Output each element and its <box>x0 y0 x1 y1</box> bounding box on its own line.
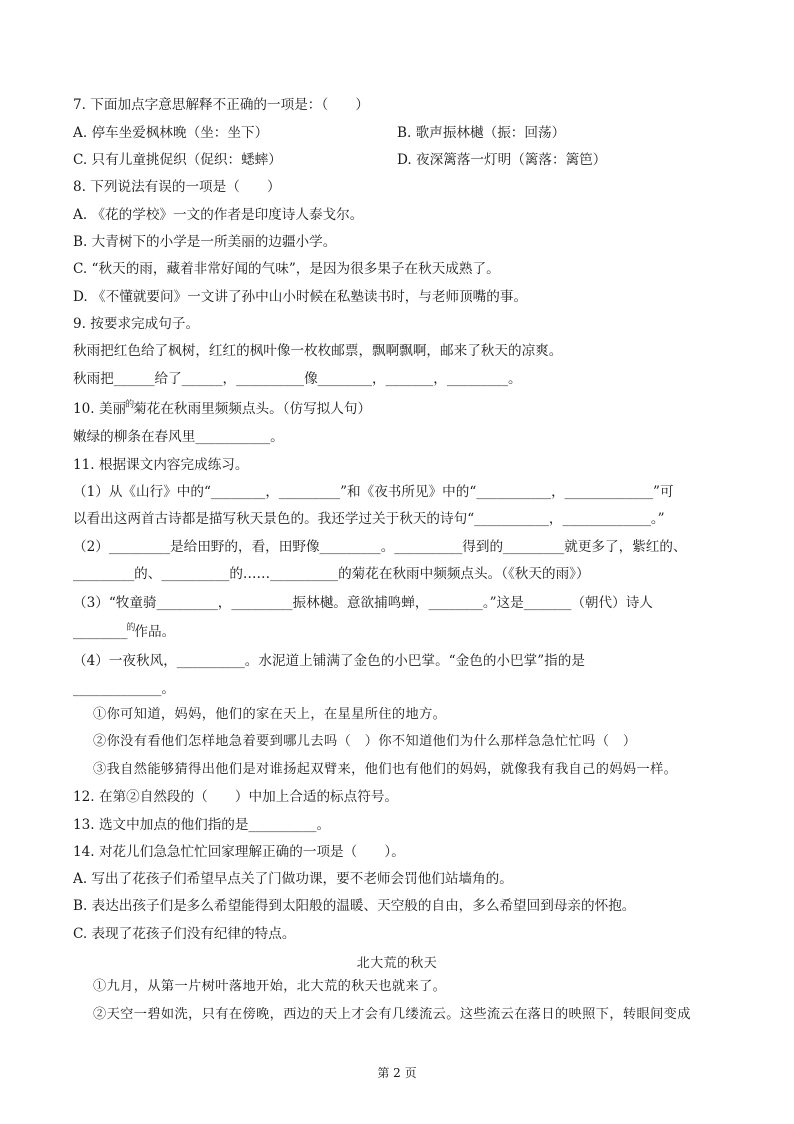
q14-option-a: A. 写出了花孩子们希望早点关了门做功课，要不老师会罚他们站墙角的。 <box>73 871 513 887</box>
q11-part2-line1: （2）_________是给田野的，看，田野像_________。__________得到的_________就更多了，紫红的、 <box>73 539 687 555</box>
q11-part4-line1: （4）一夜秋风，__________。水泥道上铺满了金色的小巴掌。“金色的小巴掌”指的是 <box>73 653 585 669</box>
q9-fill-blank: 秋雨把______给了______，__________像________，_______，_________。 <box>73 371 522 387</box>
q11-part1-line2: 以看出这两首古诗都是描写秋天景色的。我还学过关于秋天的诗句“___________，_____________。” <box>73 511 665 527</box>
q8-stem: 8. 下列说法有误的一项是（ ） <box>73 179 281 195</box>
q10-stem-superscript: 的 <box>125 400 135 410</box>
page-number: 第 2 页 <box>377 1066 417 1080</box>
q10-fill-blank: 嫩绿的柳条在春风里___________。 <box>73 429 284 445</box>
passage2-sentence-2: ②天空一碧如洗，只有在傍晚，西边的天上才会有几缕流云。这些流云在落日的映照下，转眼间变成 <box>93 1007 691 1022</box>
passage1-sentence-1: ①你可知道，妈妈，他们的家在天上，在星星所住的地方。 <box>93 707 447 722</box>
q12-stem: 12. 在第②自然段的（ ）中加上合适的标点符号。 <box>73 789 399 805</box>
q8-option-a: A. 《花的学校》一文的作者是印度诗人泰戈尔。 <box>73 207 364 223</box>
q7-option-a: A. 停车坐爱枫林晚（坐：坐下） <box>73 125 269 141</box>
passage2-title: 北大荒的秋天 <box>356 956 438 971</box>
q7-stem: 7. 下面加点字意思解释不正确的一项是：（ ） <box>73 97 369 113</box>
passage1-sentence-2: ②你没有看他们怎样地急着要到哪儿去吗（ ）你不知道他们为什么那样急急忙忙吗（ ） <box>93 734 637 749</box>
q11-part3-line2 <box>73 623 175 643</box>
q11-part2-line2: _________的、__________的……__________的菊花在秋雨中频频点头。（《秋天的雨》） <box>73 566 590 582</box>
q11-part1-line1: （1）从《山行》中的“________，_________”和《夜书所见》中的“___________，_____________”可 <box>73 484 674 500</box>
passage2-sentence-1: ①九月，从第一片树叶落地开始，北大荒的秋天也就来了。 <box>93 979 447 994</box>
q11-part3-tail: 作品。 <box>134 624 176 640</box>
q10-stem-post: 菊花在秋雨里频频点头。（仿写拟人句） <box>133 401 372 417</box>
q7-option-d: D. 夜深篱落一灯明（篱落：篱笆） <box>397 152 607 168</box>
q14-option-b: B. 表达出孩子们是多么希望能得到太阳般的温暖、天空般的自由，多么希望回到母亲的怀抱。 <box>73 898 636 914</box>
q8-option-d: D. 《不懂就要问》一文讲了孙中山小时候在私塾读书时，与老师顶嘴的事。 <box>73 289 528 305</box>
q11-part3-superscript: 的 <box>126 623 136 633</box>
q14-option-c: C. 表现了花孩子们没有纪律的特点。 <box>73 926 296 942</box>
q11-stem: 11. 根据课文内容完成练习。 <box>73 457 249 473</box>
q8-option-b: B. 大青树下的小学是一所美丽的边疆小学。 <box>73 234 337 250</box>
q9-stem: 9. 按要求完成句子。 <box>73 316 200 332</box>
q13-stem: 13. 选文中加点的他们指的是__________。 <box>73 817 331 833</box>
q7-option-c: C. 只有儿童挑促织（促织：蟋蟀） <box>73 152 282 168</box>
q7-option-b: B. 歌声振林樾（振：回荡） <box>397 125 566 141</box>
q9-example-sentence: 秋雨把红色给了枫树，红红的枫叶像一枚枚邮票，飘啊飘啊，邮来了秋天的凉爽。 <box>73 343 563 359</box>
q11-part3-line1: （3）“牧童骑_________，_________振林樾。意欲捕鸣蝉，________。”这是_______（朝代）诗人 <box>73 595 653 611</box>
q11-part4-line2: _____________。 <box>73 681 175 697</box>
q14-stem: 14. 对花儿们急急忙忙回家理解正确的一项是（ ）。 <box>73 844 405 860</box>
passage1-sentence-3: ③我自然能够猜得出他们是对谁扬起双臂来，他们也有他们的妈妈，就像我有我自己的妈妈一样。 <box>93 762 678 777</box>
q10-stem-pre: 10. 美丽 <box>73 401 127 417</box>
q10-stem <box>73 400 371 420</box>
q11-part3-blank: ________ <box>73 624 128 640</box>
q8-option-c: C. “秋天的雨，藏着非常好闻的气味”，是因为很多果子在秋天成熟了。 <box>73 261 500 277</box>
